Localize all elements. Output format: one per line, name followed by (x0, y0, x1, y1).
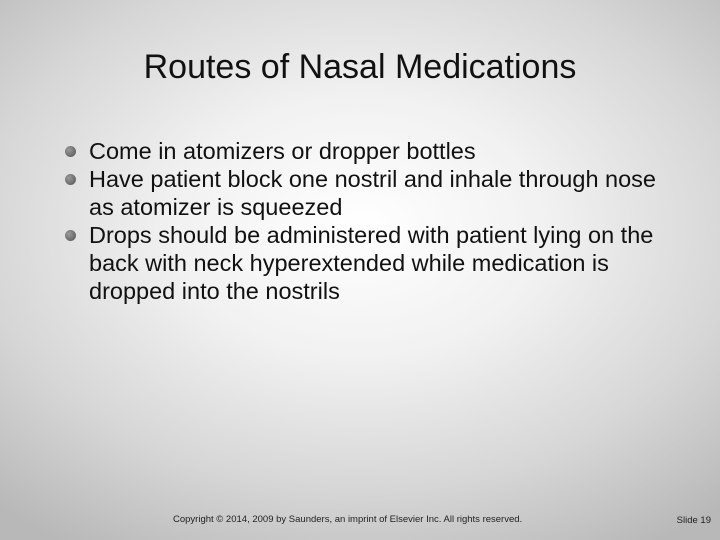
bullet-item (62, 165, 682, 221)
bullet-item (62, 221, 682, 305)
circle-bullet-icon (65, 230, 76, 241)
circle-bullet-icon (65, 146, 76, 157)
slide-title: Routes of Nasal Medications (143, 48, 577, 86)
bullet-item (62, 137, 682, 165)
bullet-list (62, 137, 682, 305)
bullet-text: Come in atomizers or dropper bottles (89, 138, 476, 164)
bullet-text: Have patient block one nostril and inhale through nose as atomizer is squeezed (89, 166, 656, 220)
bullet-text: Drops should be administered with patient lying on the back with neck hyperextended while medication is dropped into the nostrils (89, 222, 654, 304)
slide-number: Slide 19 (676, 515, 711, 526)
footer-copyright: Copyright © 2014, 2009 by Saunders, an imprint of Elsevier Inc. All rights reserved. (173, 514, 523, 525)
circle-bullet-icon (65, 174, 76, 185)
